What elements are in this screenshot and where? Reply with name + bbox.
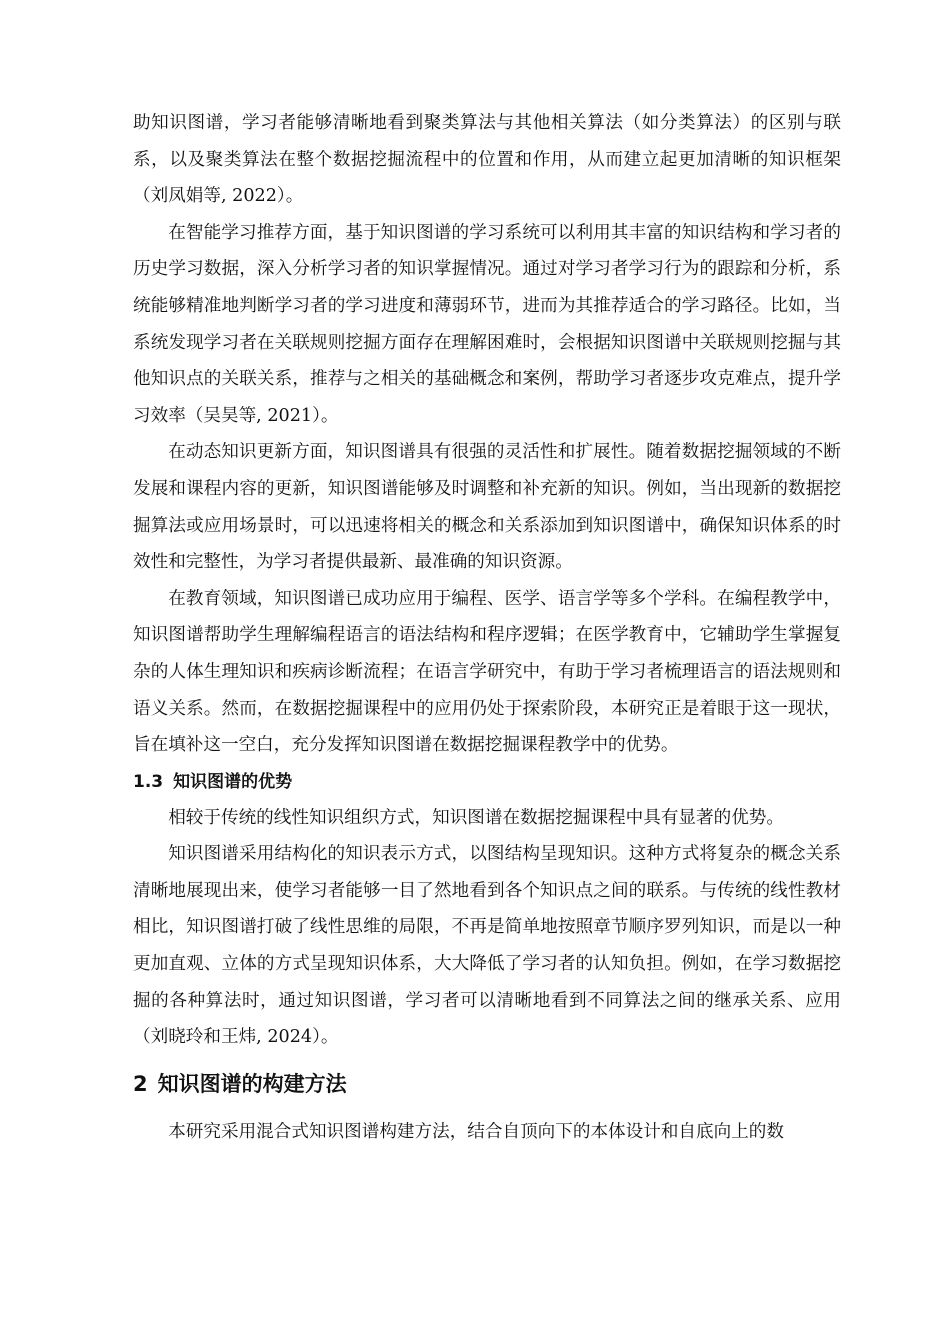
- paragraph-1: 助知识图谱，学习者能够清晰地看到聚类算法与其他相关算法（如分类算法）的区别与联系，以及聚类算法在整个数据挖掘流程中的位置和作用，从而建立起更加清晰的知识框架（刘凤娟等, 2022）。: [133, 113, 841, 207]
- section-heading-2: [133, 1062, 841, 1106]
- paragraph-advantage-intro: 相较于传统的线性知识组织方式，知识图谱在数据挖掘课程中具有显著的优势。: [168, 807, 784, 828]
- section-number: 1.3: [133, 771, 164, 792]
- section-title: 知识图谱的优势: [173, 771, 293, 792]
- document-body: [133, 105, 841, 1150]
- paragraph-construction-method: 本研究采用混合式知识图谱构建方法，结合自顶向下的本体设计和自底向上的数: [168, 1121, 784, 1142]
- section-heading-1-3: [133, 764, 841, 800]
- paragraph-structured-representation: 知识图谱采用结构化的知识表示方式，以图结构呈现知识。这种方式将复杂的概念关系清晰地展现出来，使学习者能够一目了然地看到各个知识点之间的联系。与传统的线性教材相比，知识图谱打破了线性思维的局限，不再是简单地按照章节顺序罗列知识，而是以一种更加直观、立体的方式呈现知识体系，大大降低了学习者的认知负担。例如，在学习数据挖掘的各种算法时，通过知识图谱，学习者可以清晰地看到不同算法之间的继承关系、应用（刘晓玲和王炜, 2024）。: [133, 844, 841, 1048]
- paragraph-education-field: 在教育领域，知识图谱已成功应用于编程、医学、语言学等多个学科。在编程教学中，知识图谱帮助学生理解编程语言的语法结构和程序逻辑；在医学教育中，它辅助学生掌握复杂的人体生理知识和疾病诊断流程；在语言学研究中，有助于学习者梳理语言的语法规则和语义关系。然而，在数据挖掘课程中的应用仍处于探索阶段，本研究正是着眼于这一现状，旨在填补这一空白，充分发挥知识图谱在数据挖掘课程教学中的优势。: [133, 588, 841, 756]
- paragraph-dynamic-update: 在动态知识更新方面，知识图谱具有很强的灵活性和扩展性。随着数据挖掘领域的不断发展和课程内容的更新，知识图谱能够及时调整和补充新的知识。例如，当出现新的数据挖掘算法或应用场景时，可以迅速将相关的概念和关系添加到知识图谱中，确保知识体系的时效性和完整性，为学习者提供最新、最准确的知识资源。: [133, 442, 841, 573]
- section-number: 2: [133, 1071, 148, 1096]
- section-title: 知识图谱的构建方法: [157, 1071, 347, 1096]
- paragraph-intelligent-recommendation: 在智能学习推荐方面，基于知识图谱的学习系统可以利用其丰富的知识结构和学习者的历史学习数据，深入分析学习者的知识掌握情况。通过对学习者学习行为的跟踪和分析，系统能够精准地判断学习者的学习进度和薄弱环节，进而为其推荐适合的学习路径。比如，当系统发现学习者在关联规则挖掘方面存在理解困难时，会根据知识图谱中关联规则挖掘与其他知识点的关联关系，推荐与之相关的基础概念和案例，帮助学习者逐步攻克难点，提升学习效率（吴昊等, 2021）。: [133, 222, 841, 426]
